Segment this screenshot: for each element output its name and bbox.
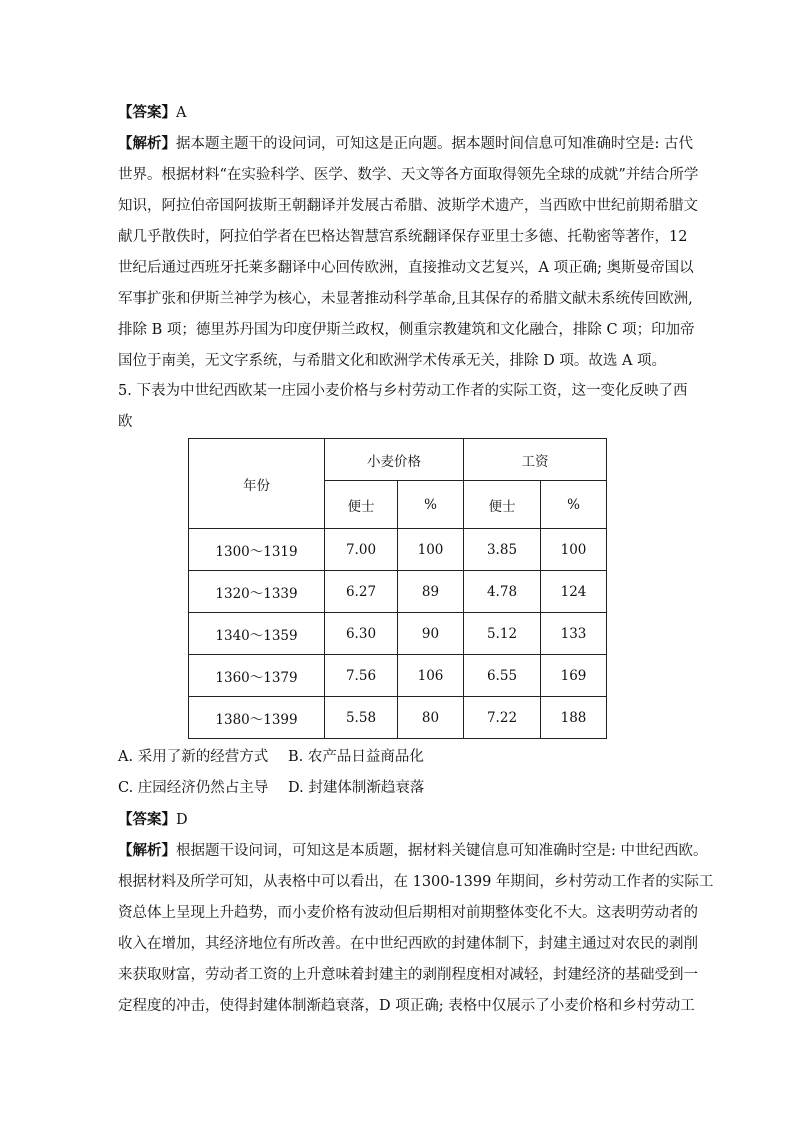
sub-header: 便士 xyxy=(325,481,398,529)
analysis-line: 知识，阿拉伯帝国阿拔斯王朝翻译并发展古希腊、波斯学术遗产，当西欧中世纪前期希腊文 xyxy=(118,198,698,214)
table-cell: 1380～1399 xyxy=(189,697,325,739)
table-cell: 106 xyxy=(398,655,464,697)
sub-header: % xyxy=(398,481,464,529)
analysis-line: 资总体上呈现上升趋势，而小麦价格有波动但后期相对前期整体变化不大。这表明劳动者的 xyxy=(118,905,698,921)
wage-header: 工资 xyxy=(464,439,607,481)
table-cell: 5.12 xyxy=(464,613,541,655)
table-cell: 1360～1379 xyxy=(189,655,325,697)
table-row xyxy=(189,613,607,655)
wheat-wage-table xyxy=(188,438,607,739)
table-cell: 3.85 xyxy=(464,529,541,571)
analysis-line: 根据材料及所学可知，从表格中可以看出，在 1300-1399 年期间，乡村劳动工作者的实际工 xyxy=(118,874,714,890)
analysis-line: 军事扩张和伊斯兰神学为核心，未显著推动科学革命,且其保存的希腊文献未系统传回欧洲, xyxy=(118,291,693,307)
analysis-label: 【解析】 xyxy=(118,135,176,152)
table-cell: 1340～1359 xyxy=(189,613,325,655)
analysis-line: 世界。根据材料“在实验科学、医学、数学、天文等各方面取得领先全球的成就”并结合所学 xyxy=(118,167,699,183)
table-cell: 7.56 xyxy=(325,655,398,697)
options-row-1 xyxy=(118,742,424,773)
table-row xyxy=(189,697,607,739)
answer-block-1 xyxy=(118,97,676,129)
answer-value: D xyxy=(176,812,188,828)
table-cell: 124 xyxy=(541,571,607,613)
table-cell: 80 xyxy=(398,697,464,739)
table-cell: 100 xyxy=(541,529,607,571)
table-cell: 5.58 xyxy=(325,697,398,739)
option-a[interactable]: A. 采用了新的经营方式 xyxy=(118,749,269,765)
analysis-line: 收入在增加，其经济地位有所改善。在中世纪西欧的封建体制下，封建主通过对农民的剥削 xyxy=(118,936,698,952)
answer-label: 【答案】 xyxy=(118,104,176,121)
table-cell: 90 xyxy=(398,613,464,655)
sub-header: % xyxy=(541,481,607,529)
table-cell: 6.55 xyxy=(464,655,541,697)
table-row xyxy=(189,529,607,571)
table-row xyxy=(189,571,607,613)
analysis-line: 据本题主题干的设问词，可知这是正向题。据本题时间信息可知准确时空是: 古代 xyxy=(176,136,693,152)
option-b[interactable]: B. 农产品日益商品化 xyxy=(288,749,424,765)
analysis-label: 【解析】 xyxy=(118,842,176,859)
sub-header: 便士 xyxy=(464,481,541,529)
table-cell: 6.30 xyxy=(325,613,398,655)
analysis-line: 根据题干设问词，可知这是本质题，据材料关键信息可知准确时空是: 中世纪西欧。 xyxy=(176,843,708,859)
answer-block-2 xyxy=(118,804,676,836)
analysis-line: 献几乎散佚时，阿拉伯学者在巴格达智慧宫系统翻译保存亚里士多德、托勒密等著作，12 xyxy=(118,229,688,245)
table-cell: 89 xyxy=(398,571,464,613)
table-cell: 1300～1319 xyxy=(189,529,325,571)
table-cell: 133 xyxy=(541,613,607,655)
table-cell: 188 xyxy=(541,697,607,739)
table-row xyxy=(189,655,607,697)
analysis-line: 定程度的冲击，使得封建体制渐趋衰落，D 项正确; 表格中仅展示了小麦价格和乡村劳动工 xyxy=(118,998,695,1014)
answer-label: 【答案】 xyxy=(118,811,176,828)
analysis-line: 来获取财富，劳动者工资的上升意味着封建主的剥削程度相对减轻，封建经济的基础受到一 xyxy=(118,967,698,983)
table-cell: 100 xyxy=(398,529,464,571)
table-cell: 4.78 xyxy=(464,571,541,613)
question-line: 欧 xyxy=(118,414,133,430)
wheat-price-header: 小麦价格 xyxy=(325,439,464,481)
table-cell: 1320～1339 xyxy=(189,571,325,613)
option-c[interactable]: C. 庄园经济仍然占主导 xyxy=(118,780,269,796)
analysis-line: 国位于南美，无文字系统，与希腊文化和欧洲学术传承无关，排除 D 项。故选 A 项。 xyxy=(118,353,667,369)
year-header: 年份 xyxy=(189,439,325,529)
table-cell: 7.22 xyxy=(464,697,541,739)
option-d[interactable]: D. 封建体制渐趋衰落 xyxy=(288,780,425,796)
analysis-block-2 xyxy=(118,835,714,1022)
analysis-block-1 xyxy=(118,128,699,377)
table-cell: 6.27 xyxy=(325,571,398,613)
question-line: 5. 下表为中世纪西欧某一庄园小麦价格与乡村劳动工作者的实际工资，这一变化反映了西 xyxy=(118,383,688,399)
table-cell: 169 xyxy=(541,655,607,697)
options-row-2 xyxy=(118,773,424,804)
analysis-line: 排除 B 项；德里苏丹国为印度伊斯兰政权，侧重宗教建筑和文化融合，排除 C 项；印加帝 xyxy=(118,322,695,338)
question-5-stem xyxy=(118,376,688,438)
analysis-line: 世纪后通过西班牙托莱多翻译中心回传欧洲，直接推动文艺复兴，A 项正确; 奥斯曼帝国以 xyxy=(118,260,694,276)
table-cell: 7.00 xyxy=(325,529,398,571)
answer-value: A xyxy=(176,105,187,121)
